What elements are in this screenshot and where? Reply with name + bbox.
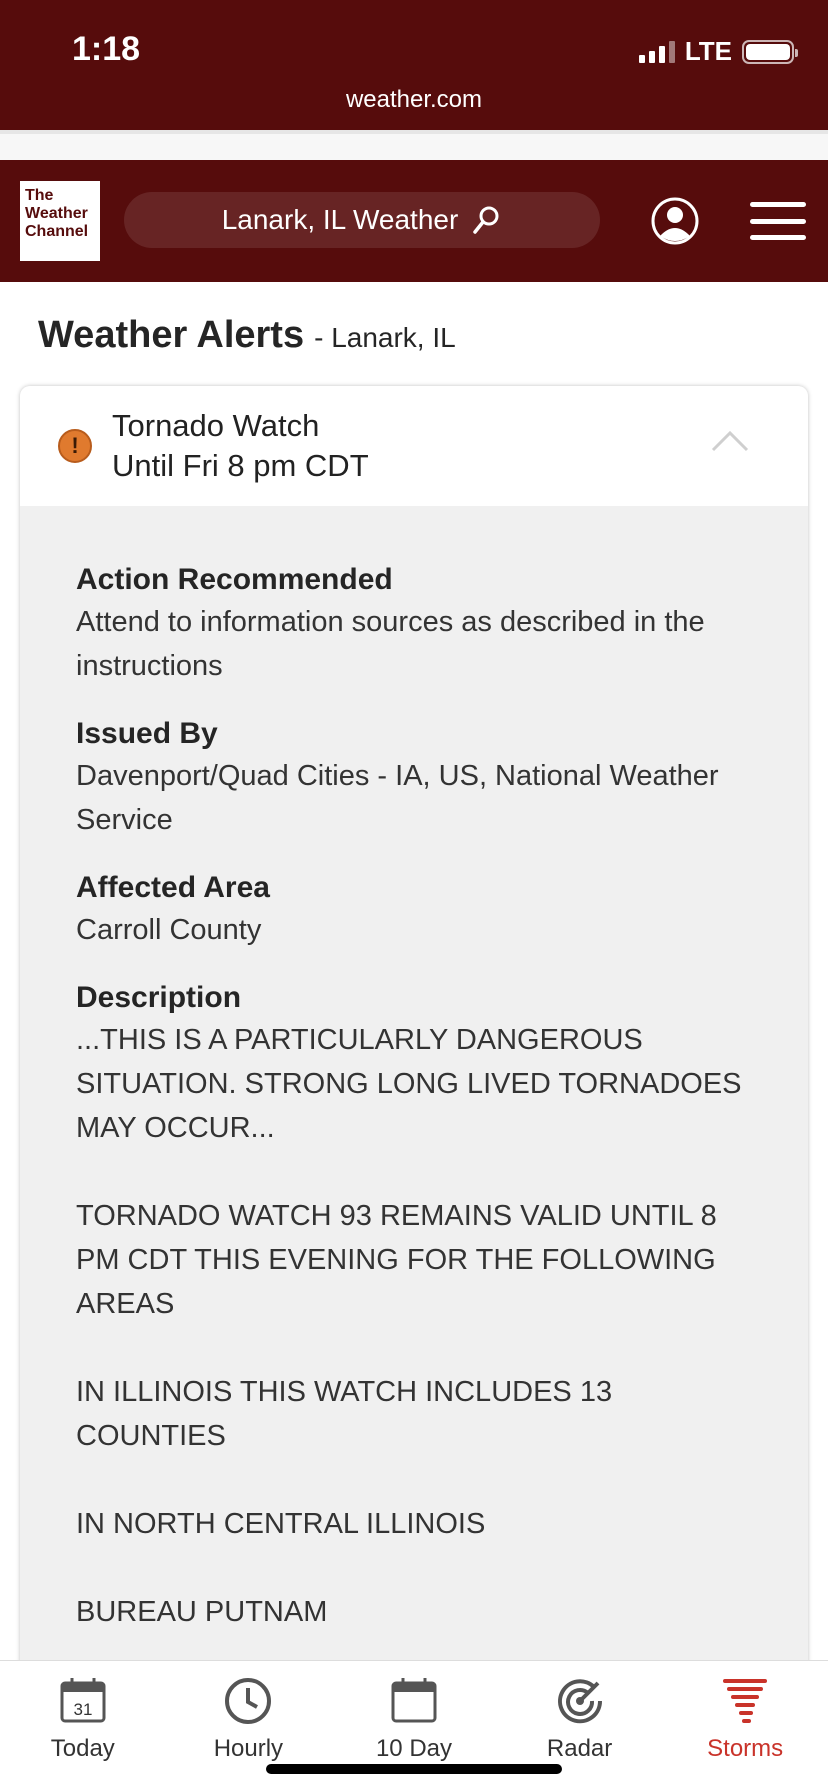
alert-title: Tornado Watch bbox=[112, 408, 320, 443]
tornado-icon bbox=[719, 1675, 771, 1727]
tab-storms[interactable] bbox=[662, 1661, 828, 1792]
tab-label: Storms bbox=[707, 1735, 784, 1762]
clock-icon bbox=[222, 1675, 274, 1727]
search-icon bbox=[470, 204, 502, 236]
search-label: Lanark, IL Weather bbox=[221, 204, 459, 235]
tab-today[interactable] bbox=[0, 1661, 166, 1792]
status-indicators bbox=[639, 36, 794, 67]
alert-title-block bbox=[112, 406, 369, 486]
status-bar bbox=[0, 0, 828, 130]
section-heading: Description bbox=[76, 981, 242, 1014]
section-text: Carroll County bbox=[76, 914, 262, 946]
section-text: ...THIS IS A PARTICULARLY DANGEROUS SITUATION. STRONG LONG LIVED TORNADOES MAY OCCUR... TORNADO WATCH 93 REMAINS VALID UNTIL 8 PM CDT THIS EVENING FOR THE FOLLOWING AREAS IN ILLINOIS THIS WATCH INCLUDES 13 COUNTIES IN NORTH CENTRAL ILLINOIS BUREAU PUTNAM bbox=[76, 1024, 742, 1628]
tab-label: Today bbox=[50, 1735, 115, 1762]
page-title bbox=[38, 314, 456, 357]
page-location: - Lanark, IL bbox=[314, 322, 456, 353]
action-recommended-section bbox=[76, 560, 752, 688]
section-text: Davenport/Quad Cities - IA, US, National Weather Service bbox=[76, 760, 719, 836]
tab-label: 10 Day bbox=[375, 1735, 452, 1762]
calendar-day-icon bbox=[57, 1675, 109, 1727]
network-label: LTE bbox=[684, 36, 732, 66]
battery-icon bbox=[742, 40, 794, 64]
section-heading: Affected Area bbox=[76, 871, 270, 904]
alert-card-header[interactable] bbox=[20, 386, 808, 506]
svg-text:31: 31 bbox=[73, 1700, 93, 1719]
section-heading: Issued By bbox=[76, 717, 218, 750]
radar-icon bbox=[554, 1675, 606, 1727]
alert-expiry: Until Fri 8 pm CDT bbox=[112, 448, 369, 483]
description-section bbox=[76, 978, 752, 1634]
issued-by-section bbox=[76, 714, 752, 842]
hamburger-menu-icon[interactable] bbox=[750, 202, 806, 240]
page-heading: Weather Alerts bbox=[38, 314, 305, 356]
alert-details bbox=[20, 506, 808, 1634]
toolbar-divider bbox=[0, 130, 828, 160]
site-header bbox=[0, 160, 828, 282]
affected-area-section bbox=[76, 868, 752, 952]
chevron-up-icon[interactable] bbox=[710, 426, 750, 456]
section-text: Attend to information sources as described in the instructions bbox=[76, 606, 705, 682]
home-indicator[interactable] bbox=[266, 1764, 562, 1774]
account-icon[interactable] bbox=[650, 196, 700, 246]
alert-card bbox=[20, 386, 808, 1716]
browser-url[interactable]: weather.com bbox=[345, 86, 483, 113]
location-search-button[interactable] bbox=[124, 192, 600, 248]
calendar-icon bbox=[388, 1675, 440, 1727]
section-heading: Action Recommended bbox=[76, 563, 393, 596]
exclamation-icon: ! bbox=[58, 429, 92, 463]
signal-icon bbox=[639, 41, 675, 63]
tab-label: Radar bbox=[546, 1735, 613, 1762]
weather-channel-logo[interactable]: The Weather Channel bbox=[20, 181, 100, 261]
tab-label: Hourly bbox=[213, 1735, 284, 1762]
status-time: 1:18 bbox=[72, 30, 141, 68]
